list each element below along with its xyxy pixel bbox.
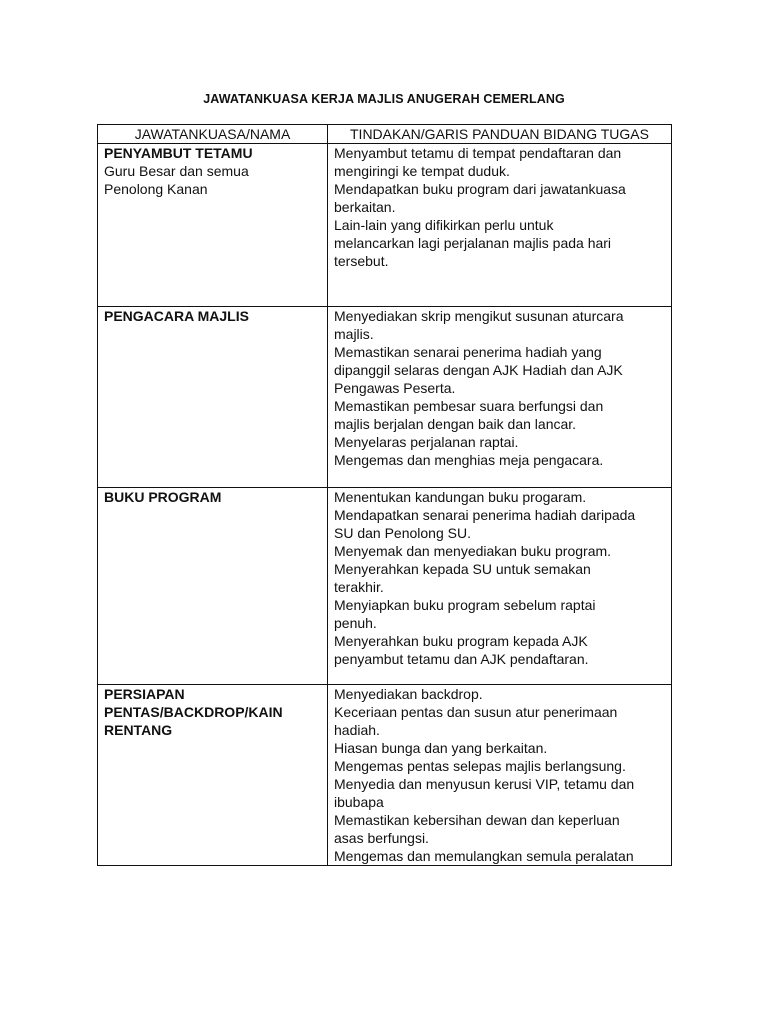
- table-row: [98, 144, 672, 307]
- committee-cell: [98, 685, 328, 866]
- duty-line: Menyelaras perjalanan raptai.: [334, 434, 519, 450]
- duty-line: berkaitan.: [334, 199, 396, 215]
- duty-line: Menyerahkan kepada SU untuk semakan: [334, 561, 591, 577]
- table-row: [98, 488, 672, 685]
- header-duties: TINDAKAN/GARIS PANDUAN BIDANG TUGAS: [328, 125, 672, 144]
- committee-name-line: PENTAS/BACKDROP/KAIN: [104, 704, 283, 720]
- duties-cell: [328, 144, 672, 307]
- duty-line: mengiringi ke tempat duduk.: [334, 163, 510, 179]
- committee-name-line: RENTANG: [104, 722, 173, 738]
- duty-line: Pengawas Peserta.: [334, 380, 456, 396]
- table-row: [98, 685, 672, 866]
- duty-line: SU dan Penolong SU.: [334, 525, 471, 541]
- duty-line: penyambut tetamu dan AJK pendaftaran.: [334, 651, 589, 667]
- table-header-row: [98, 125, 672, 144]
- committee-name: PENGACARA MAJLIS: [104, 308, 249, 324]
- duties-cell: [328, 307, 672, 488]
- duty-line: Hiasan bunga dan yang berkaitan.: [334, 740, 548, 756]
- duty-line: ibubapa: [334, 794, 384, 810]
- duty-line: Memastikan kebersihan dewan dan keperluan: [334, 812, 620, 828]
- duty-line: majlis.: [334, 326, 374, 342]
- duty-line: Keceriaan pentas dan susun atur penerimaan: [334, 704, 618, 720]
- duty-line: tersebut.: [334, 253, 389, 269]
- duty-line: Mengemas dan memulangkan semula peralatan: [334, 848, 634, 864]
- header-committee-name: JAWATANKUASA/NAMA: [98, 125, 328, 144]
- duty-line: Mendapatkan senarai penerima hadiah daripada: [334, 507, 636, 523]
- duty-line: melancarkan lagi perjalanan majlis pada hari: [334, 235, 612, 251]
- committee-member: Guru Besar dan semua: [104, 163, 249, 179]
- duties-cell: [328, 685, 672, 866]
- duty-line: Menyiapkan buku program sebelum raptai: [334, 597, 596, 613]
- committee-name: BUKU PROGRAM: [104, 489, 222, 505]
- duty-line: Menyerahkan buku program kepada AJK: [334, 633, 588, 649]
- duty-line: terakhir.: [334, 579, 384, 595]
- duty-line: Memastikan pembesar suara berfungsi dan: [334, 398, 604, 414]
- duty-line: Mengemas pentas selepas majlis berlangsung.: [334, 758, 626, 774]
- document-title: JAWATANKUASA KERJA MAJLIS ANUGERAH CEMERLANG: [203, 92, 565, 106]
- duty-line: Menyemak dan menyediakan buku program.: [334, 543, 612, 559]
- duty-line: asas berfungsi.: [334, 830, 429, 846]
- duty-line: Menyambut tetamu di tempat pendaftaran dan: [334, 145, 622, 161]
- committee-cell: [98, 488, 328, 685]
- committee-member: Penolong Kanan: [104, 181, 208, 197]
- committee-duties-table: [97, 124, 672, 866]
- duties-cell: [328, 488, 672, 685]
- duty-line: Menentukan kandungan buku progaram.: [334, 489, 587, 505]
- duty-line: Mengemas dan menghias meja pengacara.: [334, 452, 604, 468]
- duty-line: dipanggil selaras dengan AJK Hadiah dan AJK: [334, 362, 623, 378]
- duty-line: Menyediakan backdrop.: [334, 686, 483, 702]
- duty-line: penuh.: [334, 615, 377, 631]
- duty-line: Lain-lain yang difikirkan perlu untuk: [334, 217, 554, 233]
- duty-line: Mendapatkan buku program dari jawatankuasa: [334, 181, 626, 197]
- table-row: [98, 307, 672, 488]
- duty-line: Menyediakan skrip mengikut susunan aturcara: [334, 308, 624, 324]
- duty-line: hadiah.: [334, 722, 380, 738]
- committee-name-line: PERSIAPAN: [104, 686, 185, 702]
- duty-line: majlis berjalan dengan baik dan lancar.: [334, 416, 577, 432]
- duty-line: Menyedia dan menyusun kerusi VIP, tetamu dan: [334, 776, 635, 792]
- committee-cell: [98, 307, 328, 488]
- committee-name: PENYAMBUT TETAMU: [104, 145, 253, 161]
- duty-line: Memastikan senarai penerima hadiah yang: [334, 344, 602, 360]
- committee-cell: [98, 144, 328, 307]
